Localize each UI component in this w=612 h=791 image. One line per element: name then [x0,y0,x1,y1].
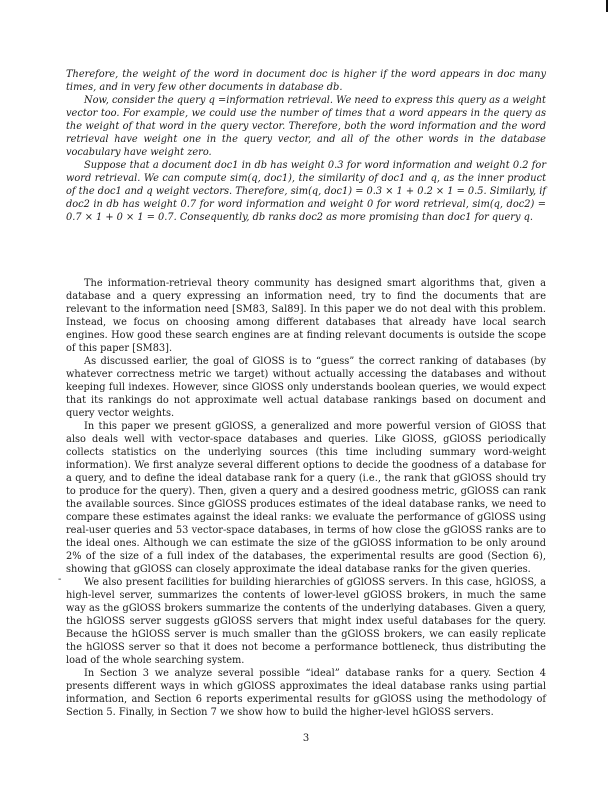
example-paragraph-2: Now, consider the query q =information retrieval. We need to express this query as a weight vector too. For example, we could use the number of times that a word appears in the query as the weight of that word in the query vector. Therefore, both the word information and the word retrieval have weight one in the query vector, and all of the other words in the database vocabulary have weight zero. [66,95,546,158]
page-number: 3 [302,733,310,744]
body-paragraph-2: As discussed earlier, the goal of GlOSS is to “guess” the correct ranking of databases (by whatever correctness metric we target) without actually accessing the databases and without keeping full indexes. However, since GlOSS only understands boolean queries, we would expect that its rankings do not approximate well actual database rankings based on document and query vector weights. [66,356,546,419]
corner-mark [606,0,608,12]
body-paragraph-5: In Section 3 we analyze several possible “ideal” database ranks for a query. Section 4 presents different ways in which gGlOSS approximates the ideal database ranks using partial information, and Section 6 reports experimental results for gGlOSS using the methodology of Section 5. Finally, in Section 7 we show how to build the higher-level hGlOSS servers. [66,668,546,718]
example-paragraph-1: Therefore, the weight of the word in document doc is higher if the word appears in doc many times, and in very few other documents in database db. [66,69,546,93]
margin-mark: - [58,574,62,585]
example-section [66,68,546,224]
example-paragraph-3: Suppose that a document doc1 in db has weight 0.3 for word information and weight 0.2 for word retrieval. We can compute sim(q, doc1), the similarity of doc1 and q, as the inner product of the doc1 and q weight vectors. Therefore, sim(q, doc1) = 0.3 × 1 + 0.2 × 1 = 0.5. Similarly, if doc2 in db has weight 0.7 for word information and weight 0 for word retrieval, sim(q, doc2) = 0.7 × 1 + 0 × 1 = 0.7. Consequently, db ranks doc2 as more promising than doc1 for query q. [66,160,547,223]
body-paragraph-4: We also present facilities for building hierarchies of gGlOSS servers. In this case, hGlOSS, a high-level server, summarizes the contents of lower-level gGlOSS brokers, in much the same way as the gGlOSS brokers summarize the contents of the underlying databases. Given a query, the hGlOSS server suggests gGlOSS servers that might index useful databases for the query. Because the hGlOSS server is much smaller than the gGlOSS brokers, we can easily replicate the hGlOSS server so that it does not become a performance bottleneck, thus distributing the load of the whole searching system. [66,577,546,666]
body-section [66,277,546,719]
body-paragraph-1: The information-retrieval theory community has designed smart algorithms that, given a database and a query expressing an information need, try to find the documents that are relevant to the information need [SM83, Sal89]. In this paper we do not deal with this problem. Instead, we focus on choosing among different databases that already have local search engines. How good these search engines are at finding relevant documents is outside the scope of this paper [SM83]. [66,278,546,354]
body-paragraph-3: In this paper we present gGlOSS, a generalized and more powerful version of GlOSS that also deals well with vector-space databases and queries. Like GlOSS, gGlOSS periodically collects statistics on the underlying sources (this time including summary word-weight information). We first analyze several different options to decide the goodness of a database for a query, and to define the ideal database rank for a query (i.e., the rank that gGlOSS should try to produce for the query). Then, given a query and a desired goodness metric, gGlOSS can rank the available sources. Since gGlOSS produces estimates of the ideal database ranks, we need to compare these estimates against the ideal ranks: we evaluate the performance of gGlOSS using real-user queries and 53 vector-space databases, in terms of how close the gGlOSS ranks are to the ideal ones. Although we can estimate the size of the gGlOSS information to be only around 2% of the size of a full index of the databases, the experimental results are good (Section 6), showing that gGlOSS can closely approximate the ideal database ranks for the given queries. [66,421,546,575]
